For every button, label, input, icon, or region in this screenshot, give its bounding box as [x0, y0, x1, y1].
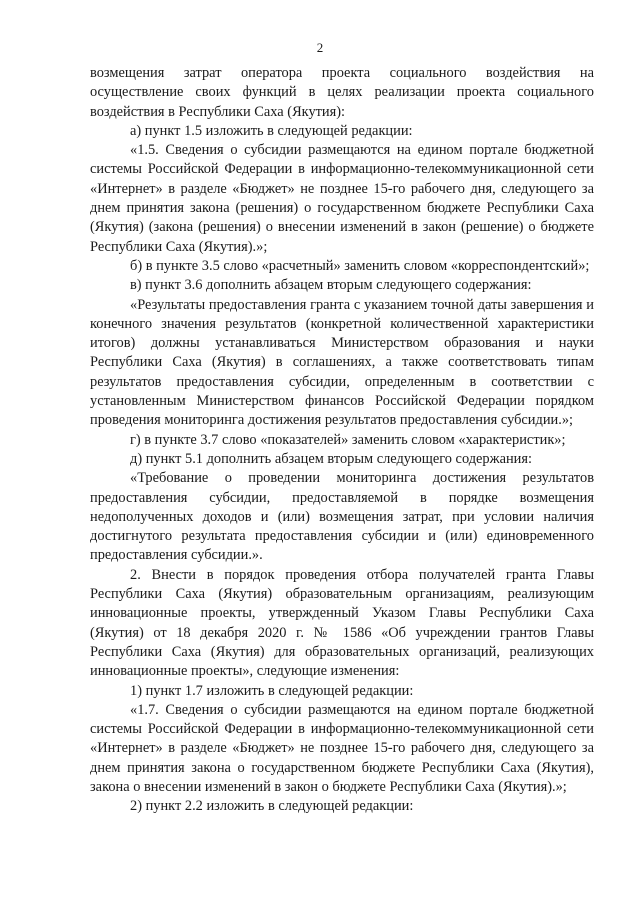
paragraph-item-d: д) пункт 5.1 дополнить абзацем вторым следующего содержания: — [130, 450, 532, 467]
paragraph-item-1: 1) пункт 1.7 изложить в следующей редакции: — [130, 682, 414, 699]
paragraph-quote-monitoring: «Требование о проведении мониторинга достижения результатов предоставления субсидии, предоставляемой в порядке возмещения недополученных доходов и (или) возмещения затрат, при условии наличия достигнутого результата предоставления субсидии и (или) единовременного предоставления субсидии.». — [90, 470, 594, 564]
paragraph-item-2: 2) пункт 2.2 изложить в следующей редакции: — [130, 798, 414, 815]
page-number: 2 — [316, 40, 324, 55]
paragraph-item-a: а) пункт 1.5 изложить в следующей редакции: — [130, 122, 413, 139]
paragraph-continuation: возмещения затрат оператора проекта социального воздействия на осуществление своих функций в целях реализации проекта социального воздействия в Республики Саха (Якутия): — [90, 65, 594, 120]
paragraph-item-g: г) в пункте 3.7 слово «показателей» заменить словом «характеристик»; — [130, 431, 566, 448]
paragraph-section-2: 2. Внести в порядок проведения отбора получателей гранта Главы Республики Саха (Якутия) образовательным организациям, реализующим инновационные проекты, утвержденный Указом Главы Республики Саха (Якутия) от 18 декабря 2020 г. № 1586 «Об учреждении грантов Главы Республики Саха (Якутия) для образовательных организаций, реализующих инновационные проекты», следующие изменения: — [90, 566, 594, 680]
document-body — [90, 64, 594, 817]
paragraph-quote-1-5: «1.5. Сведения о субсидии размещаются на едином портале бюджетной системы Российской Федерации в информационно-телекоммуникационной сети «Интернет» в разделе «Бюджет» не позднее 15-го рабочего дня, следующего за днем принятия закона (решения) о государственном бюджете Республики Саха (Якутия) (закона (решения) о внесении изменений в закон (решение) о бюджете Республики Саха (Якутия).»; — [90, 142, 594, 255]
paragraph-item-b: б) в пункте 3.5 слово «расчетный» заменить словом «корреспондентский»; — [130, 257, 590, 274]
paragraph-quote-results: «Результаты предоставления гранта с указанием точной даты завершения и конечного значения результатов (конкретной количественной характеристики итогов) должны устанавливаться Министерством образования и науки Республики Саха (Якутия) в соглашениях, а также соответствовать типам результатов предоставления субсидии, определенным в соответствии с установленным Министерством финансов Российской Федерации порядком проведения мониторинга достижения результатов предоставления субсидии.»; — [90, 296, 594, 429]
paragraph-item-v: в) пункт 3.6 дополнить абзацем вторым следующего содержания: — [130, 277, 532, 294]
paragraph-quote-1-7: «1.7. Сведения о субсидии размещаются на едином портале бюджетной системы Российской Федерации в информационно-телекоммуникационной сети «Интернет» в разделе «Бюджет» не позднее 15-го рабочего дня, следующего за днем принятия закона о государственном бюджете Республики Саха (Якутия), закона о внесении изменений в закон о бюджете Республики Саха (Якутия).»; — [90, 701, 594, 795]
